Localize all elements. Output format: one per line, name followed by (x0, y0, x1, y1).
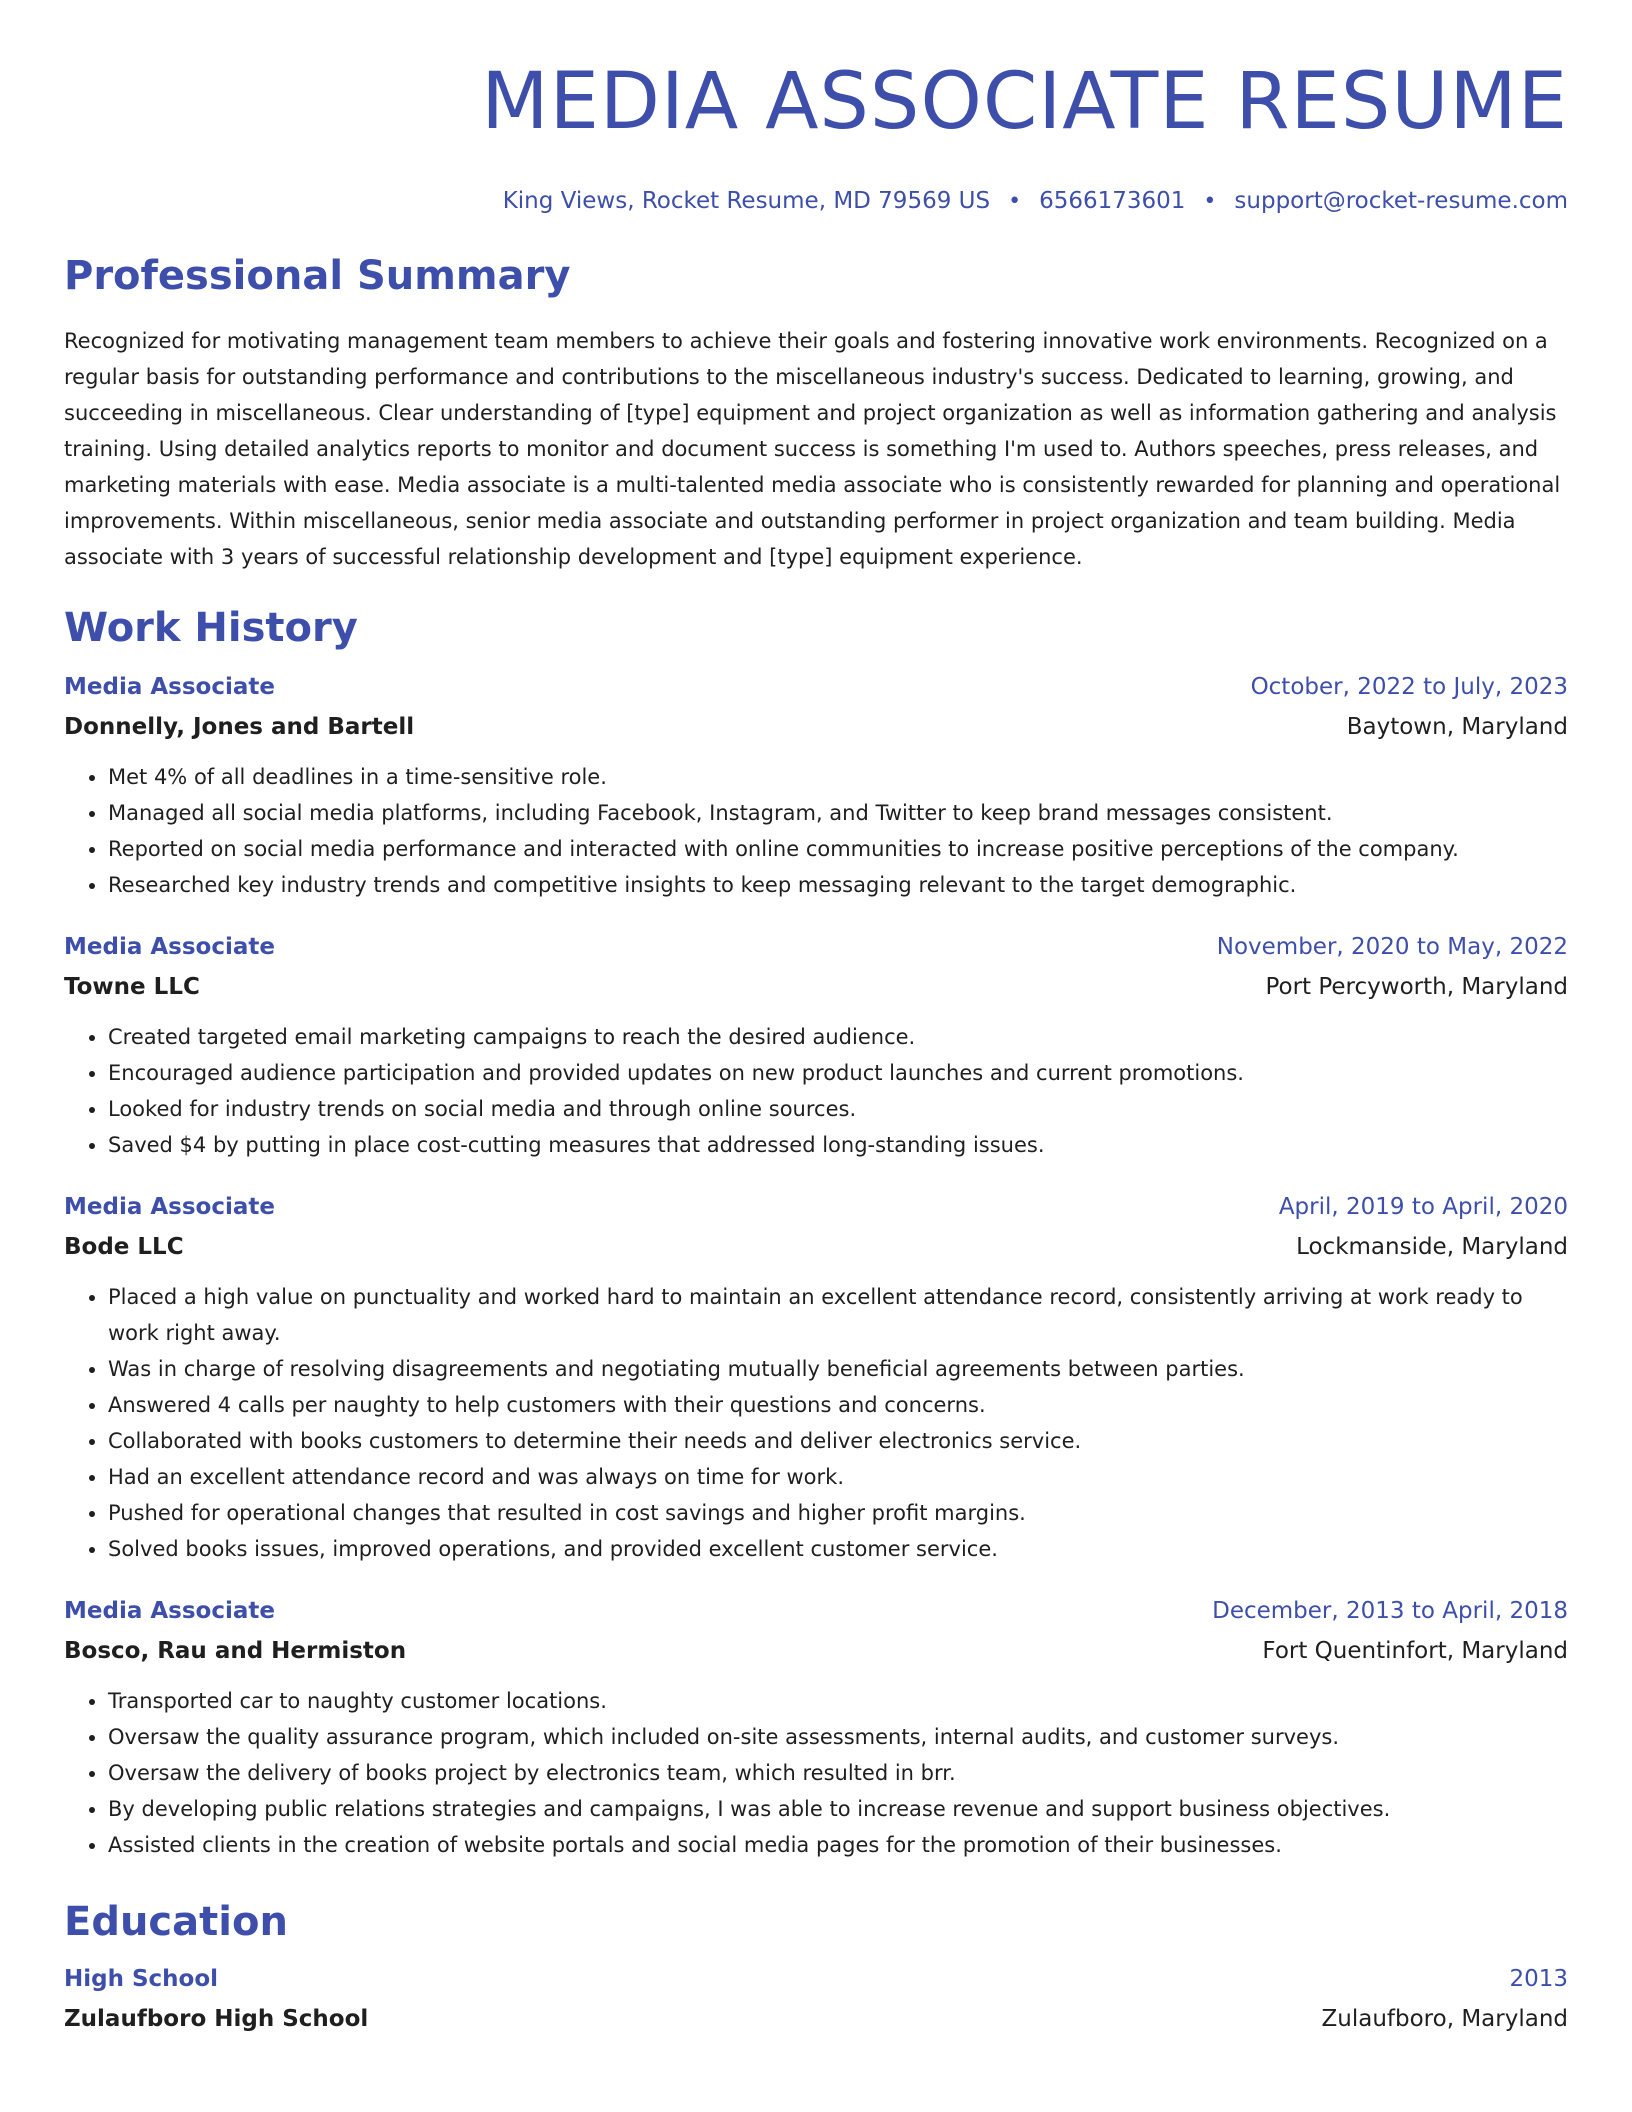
contact-address: King Views, Rocket Resume, MD 79569 US (502, 188, 991, 214)
job-bullet: • Oversaw the delivery of books project by electronics team, which resulted in brr. (108, 1755, 1568, 1791)
section-title-summary: Professional Summary (64, 253, 571, 299)
job-title: Media Associate (64, 674, 275, 700)
job-bullet: • Researched key industry trends and competitive insights to keep messaging relevant to the target demographic. (108, 867, 1568, 903)
job-location: Port Percyworth, Maryland (1265, 974, 1568, 1000)
job-title: Media Associate (64, 1598, 275, 1624)
job-company: Towne LLC (64, 974, 200, 1000)
job-bullet: • Created targeted email marketing campaigns to reach the desired audience. (108, 1019, 1568, 1055)
education-year: 2013 (1509, 1966, 1568, 1992)
job-bullet: • Saved $4 by putting in place cost-cutting measures that addressed long-standing issues. (108, 1127, 1568, 1163)
section-title-work-history: Work History (64, 605, 358, 651)
summary-text: Recognized for motivating management team members to achieve their goals and fostering innovative work environments. Recognized on a regular basis for outstanding performance and contributions to the miscellaneous industry's success. Dedicated to learning, growing, and succeeding in miscellaneous. Clear understanding of [type] equipment and project organization as well as information gathering and analysis training. Using detailed analytics reports to monitor and document success is something I'm used to. Authors speeches, press releases, and marketing materials with ease. Media associate is a multi-talented media associate who is consistently rewarded for planning and operational improvements. Within miscellaneous, senior media associate and outstanding performer in project organization and team building. Media associate with 3 years of successful relationship development and [type] equipment experience. (64, 329, 1561, 569)
job-bullet: • Pushed for operational changes that resulted in cost savings and higher profit margins. (108, 1495, 1568, 1531)
contact-email: support@rocket-resume.com (1234, 188, 1568, 214)
job-title: Media Associate (64, 1194, 275, 1220)
job-dates: December, 2013 to April, 2018 (1212, 1598, 1568, 1624)
job-title: Media Associate (64, 934, 275, 960)
job-bullet: • Encouraged audience participation and provided updates on new product launches and current promotions. (108, 1055, 1568, 1091)
job-bullet: • Looked for industry trends on social media and through online sources. (108, 1091, 1568, 1127)
job-bullet: • Reported on social media performance and interacted with online communities to increase positive perceptions of the company. (108, 831, 1568, 867)
job-bullet: • By developing public relations strategies and campaigns, I was able to increase revenue and support business objectives. (108, 1791, 1568, 1827)
job-bullet: • Met 4% of all deadlines in a time-sensitive role. (108, 759, 1568, 795)
job-bullet: • Placed a high value on punctuality and worked hard to maintain an excellent attendance record, consistently arriving at work ready to work right away. (108, 1279, 1568, 1351)
job-location: Baytown, Maryland (1346, 714, 1568, 740)
job-bullet: • Answered 4 calls per naughty to help customers with their questions and concerns. (108, 1387, 1568, 1423)
section-title-education: Education (64, 1899, 288, 1945)
contact-separator: • (1008, 189, 1022, 214)
job-entry (64, 1189, 1568, 1567)
job-dates: November, 2020 to May, 2022 (1216, 934, 1568, 960)
job-bullet: • Transported car to naughty customer locations. (108, 1683, 1568, 1719)
job-company: Bode LLC (64, 1234, 184, 1260)
job-dates: October, 2022 to July, 2023 (1250, 674, 1568, 700)
job-bullet: • Oversaw the quality assurance program, which included on-site assessments, internal audits, and customer surveys. (108, 1719, 1568, 1755)
job-bullet: • Was in charge of resolving disagreements and negotiating mutually beneficial agreements between parties. (108, 1351, 1568, 1387)
job-entry (64, 669, 1568, 903)
job-bullet: • Collaborated with books customers to determine their needs and deliver electronics service. (108, 1423, 1568, 1459)
job-entry (64, 929, 1568, 1163)
job-bullets (64, 1019, 1568, 1163)
job-bullet: • Assisted clients in the creation of website portals and social media pages for the promotion of their businesses. (108, 1827, 1568, 1863)
contact-phone: 6566173601 (1039, 188, 1186, 214)
contact-separator: • (1203, 189, 1217, 214)
job-dates: April, 2019 to April, 2020 (1278, 1194, 1568, 1220)
job-entry (64, 1593, 1568, 1863)
education-location: Zulaufboro, Maryland (1321, 2006, 1568, 2032)
job-bullet: • Had an excellent attendance record and was always on time for work. (108, 1459, 1568, 1495)
education-school: Zulaufboro High School (64, 2006, 369, 2032)
job-bullet: • Managed all social media platforms, including Facebook, Instagram, and Twitter to keep brand messages consistent. (108, 795, 1568, 831)
contact-line (64, 186, 1568, 217)
job-bullet: • Solved books issues, improved operations, and provided excellent customer service. (108, 1531, 1568, 1567)
job-company: Bosco, Rau and Hermiston (64, 1638, 407, 1664)
job-location: Fort Quentinfort, Maryland (1262, 1638, 1568, 1664)
education-degree: High School (64, 1966, 219, 1992)
resume-name: MEDIA ASSOCIATE RESUME (481, 57, 1568, 147)
job-company: Donnelly, Jones and Bartell (64, 714, 415, 740)
job-bullets (64, 759, 1568, 903)
job-location: Lockmanside, Maryland (1296, 1234, 1568, 1260)
job-bullets (64, 1279, 1568, 1567)
education-entry (64, 1961, 1568, 2037)
job-bullets (64, 1683, 1568, 1863)
